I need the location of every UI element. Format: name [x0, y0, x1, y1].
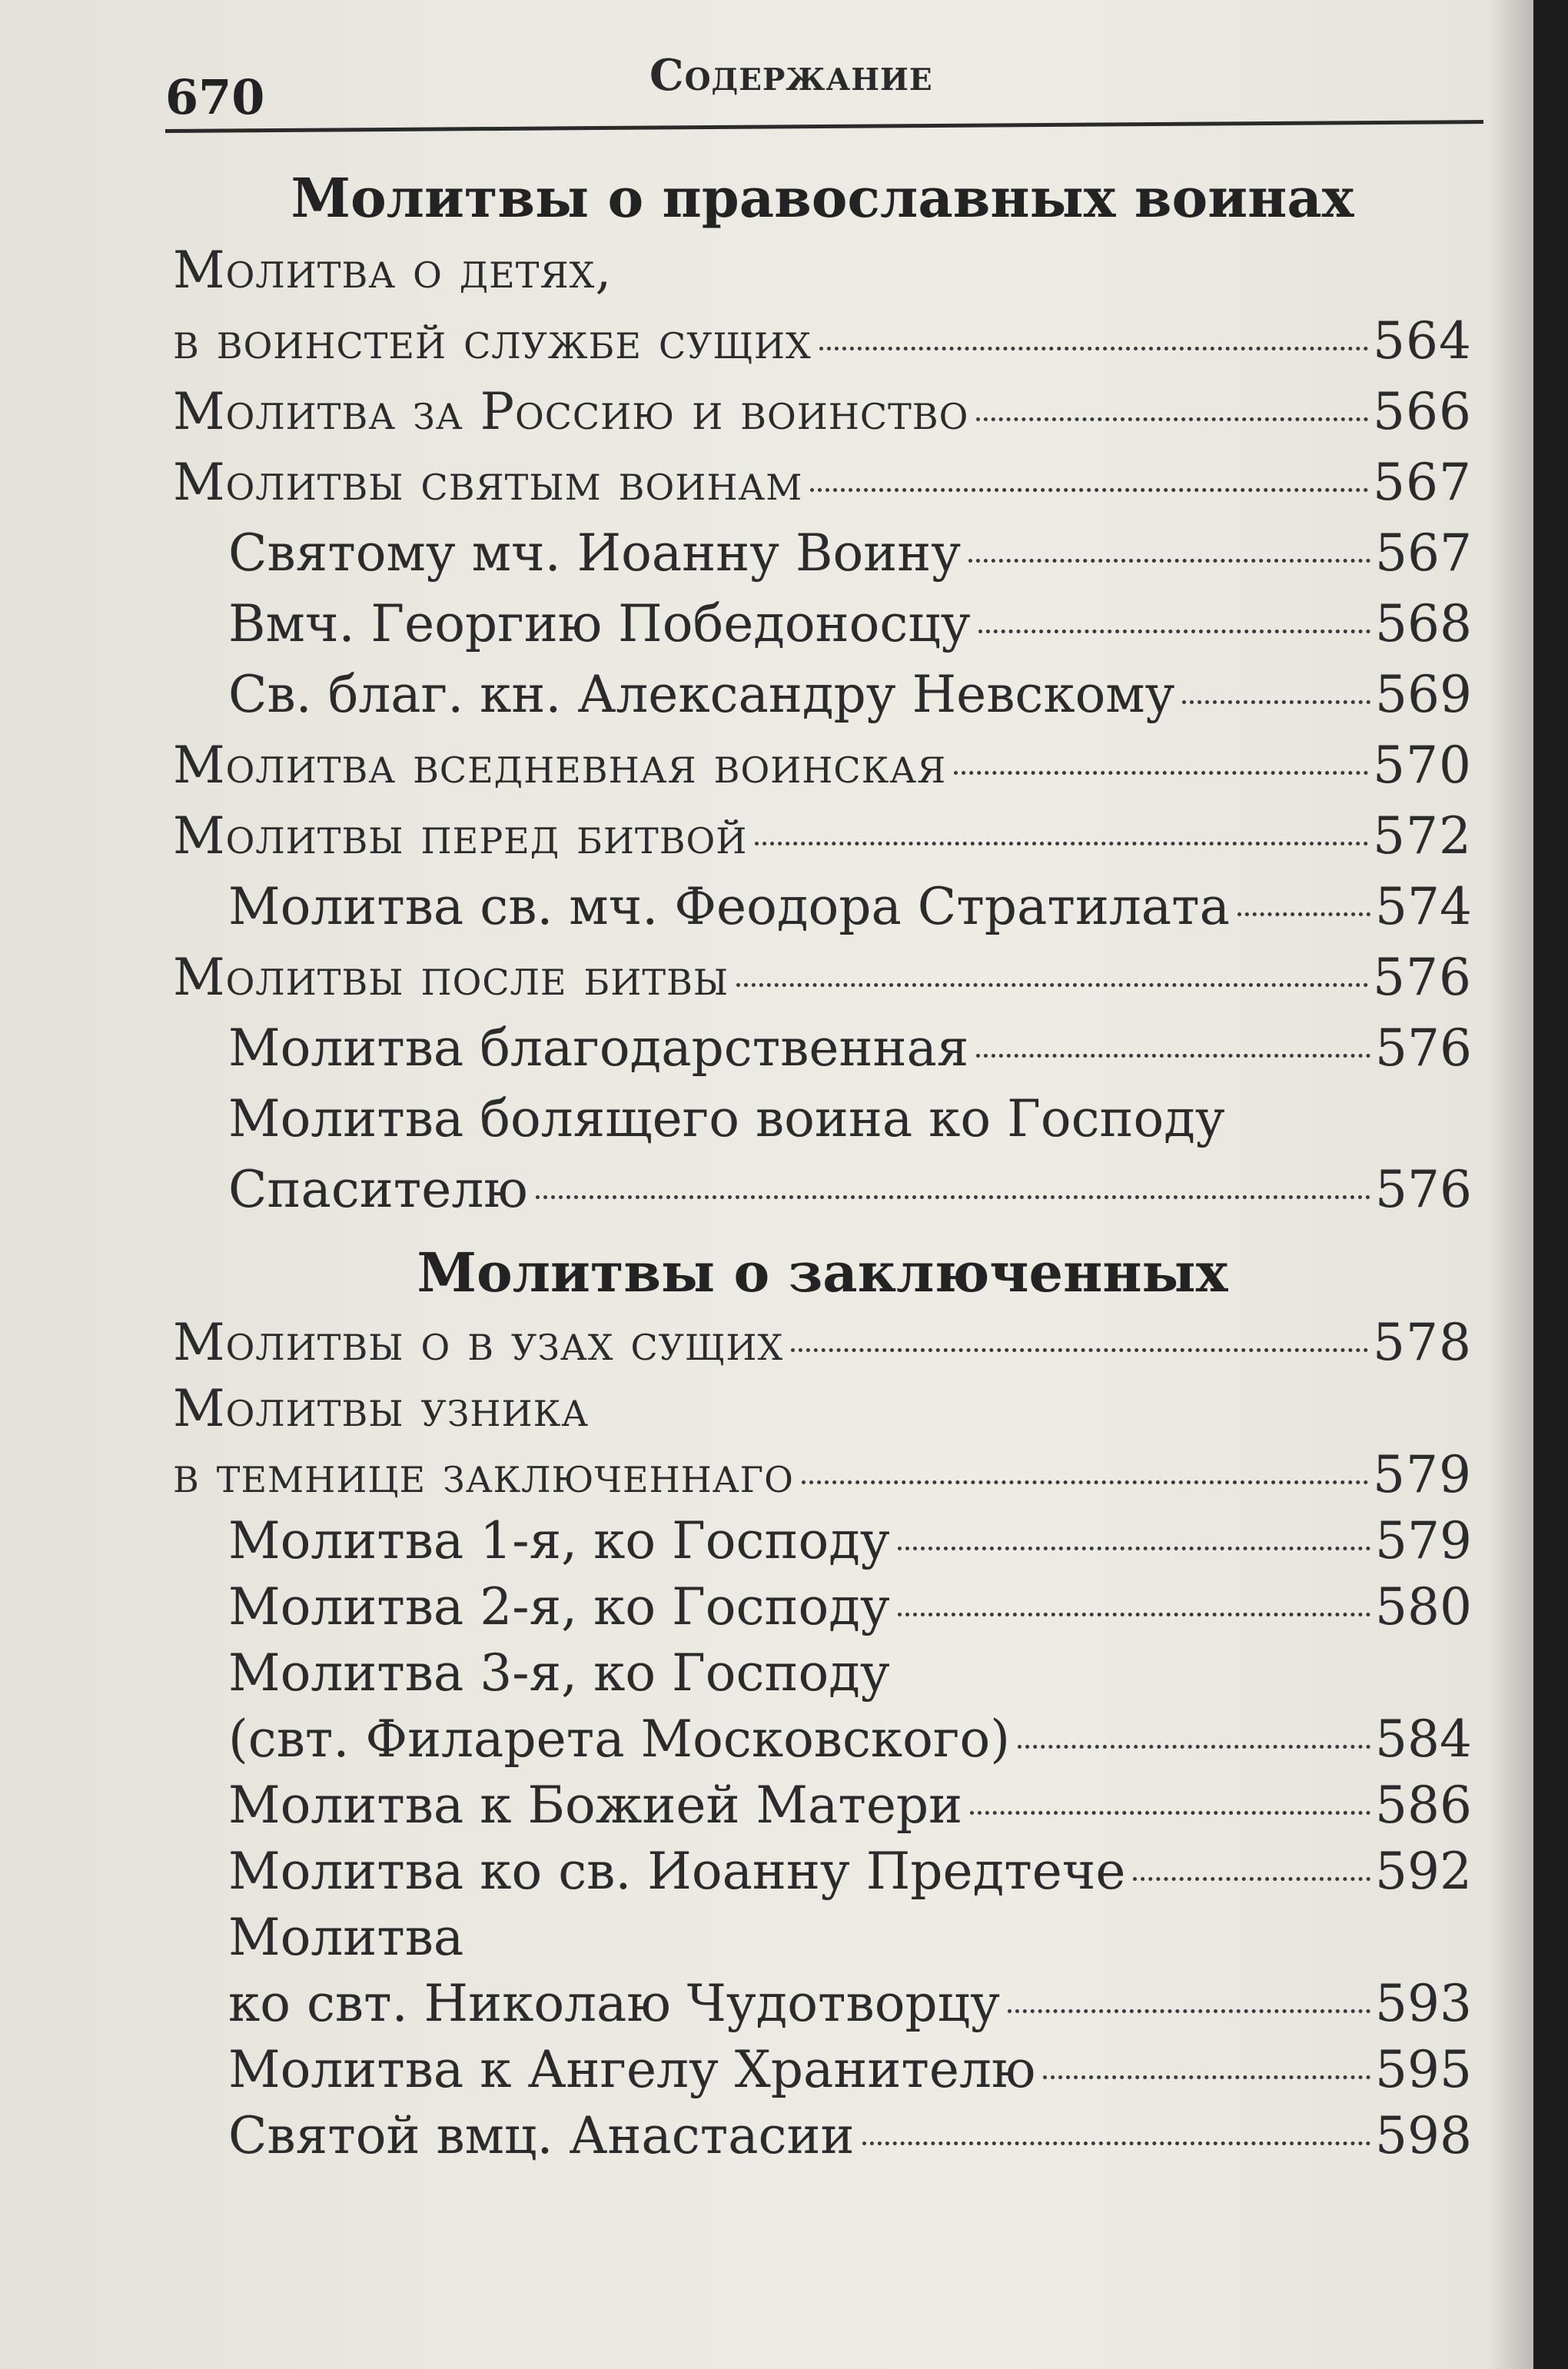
dot-leader	[862, 2141, 1371, 2145]
toc-entry-title: Вмч. Георгию Победоносцу	[228, 594, 971, 653]
toc-page-number: 584	[1375, 1709, 1472, 1769]
toc-entry-title: Молитва 1-я, ко Господу	[228, 1511, 890, 1570]
dot-leader	[970, 1810, 1370, 1815]
toc-entry-title: Молитва о детях,	[173, 241, 613, 300]
toc-entry	[173, 1574, 1472, 1640]
dot-leader	[791, 1347, 1368, 1352]
page-header	[165, 46, 1483, 131]
toc-page-number: 572	[1373, 806, 1472, 866]
page-number: 670	[165, 69, 265, 125]
toc-page-number: 576	[1375, 1018, 1472, 1078]
toc-entry-title: Святой вмц. Анастасии	[228, 2106, 855, 2165]
toc-entry	[173, 1773, 1472, 1839]
toc-entry-title: Молитвы святым воинам	[173, 453, 803, 512]
toc-entry-title: Молитва	[228, 1908, 464, 1967]
toc-page-number: 578	[1373, 1313, 1472, 1372]
toc-entry	[173, 1905, 1472, 1971]
page-gutter-shadow	[1487, 0, 1533, 2369]
toc-entry	[173, 1971, 1472, 2037]
toc-entry	[173, 1839, 1472, 1905]
toc-entry-title: Молитва св. мч. Феодора Стратилата	[228, 877, 1231, 936]
toc-entry	[173, 801, 1472, 872]
toc-entry	[173, 1376, 1472, 1442]
toc-entry-title: Молитва благодарственная	[228, 1018, 969, 1078]
toc-entry-title: в темнице заключеннаго	[173, 1445, 794, 1504]
toc-entry	[173, 1310, 1472, 1376]
toc-entry	[173, 1508, 1472, 1574]
toc-entry-title: Святому мч. Иоанну Воину	[228, 523, 962, 583]
toc-entry	[173, 1013, 1472, 1084]
toc-entry-title: Молитвы после битвы	[173, 948, 729, 1007]
toc-entry	[173, 377, 1472, 447]
toc-entry	[173, 235, 1472, 306]
toc-entry-title: Молитва вседневная воинская	[173, 736, 947, 795]
toc-entry	[173, 1155, 1472, 1225]
toc-page-number: 593	[1375, 1974, 1472, 2033]
toc-entry	[173, 1706, 1472, 1773]
toc-entry	[173, 2103, 1472, 2169]
toc-entry	[173, 872, 1472, 942]
toc-entry	[173, 1084, 1472, 1155]
toc-entry-title: Молитва ко св. Иоанну Предтече	[228, 1842, 1126, 1901]
dot-leader	[1182, 699, 1370, 704]
toc-page-number: 579	[1373, 1445, 1472, 1504]
section-title: Молитвы о православных воинах	[291, 166, 1354, 230]
toc-page-number: 568	[1375, 594, 1472, 653]
dot-leader	[819, 346, 1368, 351]
toc-entry	[173, 942, 1472, 1013]
toc-page-number: 567	[1375, 523, 1472, 583]
dot-leader	[810, 487, 1368, 492]
toc-entry-title: Молитва 3-я, ко Господу	[228, 1643, 890, 1703]
toc-entry	[173, 1442, 1472, 1508]
dot-leader	[976, 1053, 1370, 1058]
toc-entry-title: Молитва 2-я, ко Господу	[228, 1577, 890, 1636]
dot-leader	[1133, 1876, 1370, 1881]
toc-entry-title: Молитвы узника	[173, 1379, 590, 1438]
toc-entry	[173, 660, 1472, 730]
toc-page-number: 586	[1375, 1776, 1472, 1835]
toc-page-number: 576	[1375, 1160, 1472, 1219]
running-title: Содержание	[649, 50, 933, 101]
section-spacer	[173, 1225, 1472, 1236]
dot-leader	[755, 841, 1368, 846]
toc-entry-title: Молитва за Россию и воинство	[173, 382, 969, 441]
toc-page-number: 566	[1373, 382, 1472, 441]
toc-page-number: 564	[1373, 311, 1472, 370]
toc-entry	[173, 447, 1472, 518]
dot-leader	[1018, 1744, 1370, 1749]
toc-page-number: 579	[1375, 1511, 1472, 1570]
toc-page-number: 567	[1373, 453, 1472, 512]
toc-entry	[173, 589, 1472, 660]
dot-leader	[536, 1194, 1370, 1199]
dot-leader	[968, 558, 1370, 563]
dot-leader	[1237, 912, 1370, 916]
toc-entry-title: Молитвы перед битвой	[173, 806, 748, 866]
toc-entry-title: (свт. Филарета Московского)	[228, 1709, 1010, 1769]
toc-entry-title: ко свт. Николаю Чудотворцу	[228, 1974, 1000, 2033]
toc-page-number: 576	[1373, 948, 1472, 1007]
toc-entry-title: Св. благ. кн. Александру Невскому	[228, 665, 1175, 724]
dot-leader	[898, 1612, 1370, 1616]
toc-page-number: 569	[1375, 665, 1472, 724]
toc-entry	[173, 2037, 1472, 2103]
toc-entry	[173, 518, 1472, 589]
toc-entry-title: Спасителю	[228, 1160, 528, 1219]
dot-leader	[802, 1480, 1368, 1484]
toc-entry-title: в воинстей службе сущих	[173, 311, 812, 370]
toc-page-number: 595	[1375, 2040, 1472, 2099]
toc-page-number: 570	[1373, 736, 1472, 795]
dot-leader	[1008, 2008, 1370, 2013]
dot-leader	[1043, 2075, 1370, 2079]
toc-page-number: 592	[1375, 1842, 1472, 1901]
toc-page-number: 598	[1375, 2106, 1472, 2165]
dot-leader	[736, 982, 1368, 987]
toc-entry-title: Молитва болящего воина ко Господу	[228, 1089, 1225, 1148]
toc-page-number: 580	[1375, 1577, 1472, 1636]
toc-entry	[173, 730, 1472, 801]
dot-leader	[978, 629, 1370, 633]
dot-leader	[976, 417, 1368, 421]
toc-entry-title: Молитвы о в узах сущих	[173, 1313, 784, 1372]
toc-entry	[173, 306, 1472, 377]
toc-entry-title: Молитва к Ангелу Хранителю	[228, 2040, 1036, 2099]
dot-leader	[898, 1546, 1370, 1550]
toc-entry-title: Молитва к Божией Матери	[228, 1776, 963, 1835]
dot-leader	[954, 770, 1368, 775]
toc-page-number: 574	[1375, 877, 1472, 936]
table-of-contents	[173, 161, 1472, 2169]
toc-entry	[173, 1640, 1472, 1706]
section-title: Молитвы о заключенных	[417, 1241, 1228, 1304]
